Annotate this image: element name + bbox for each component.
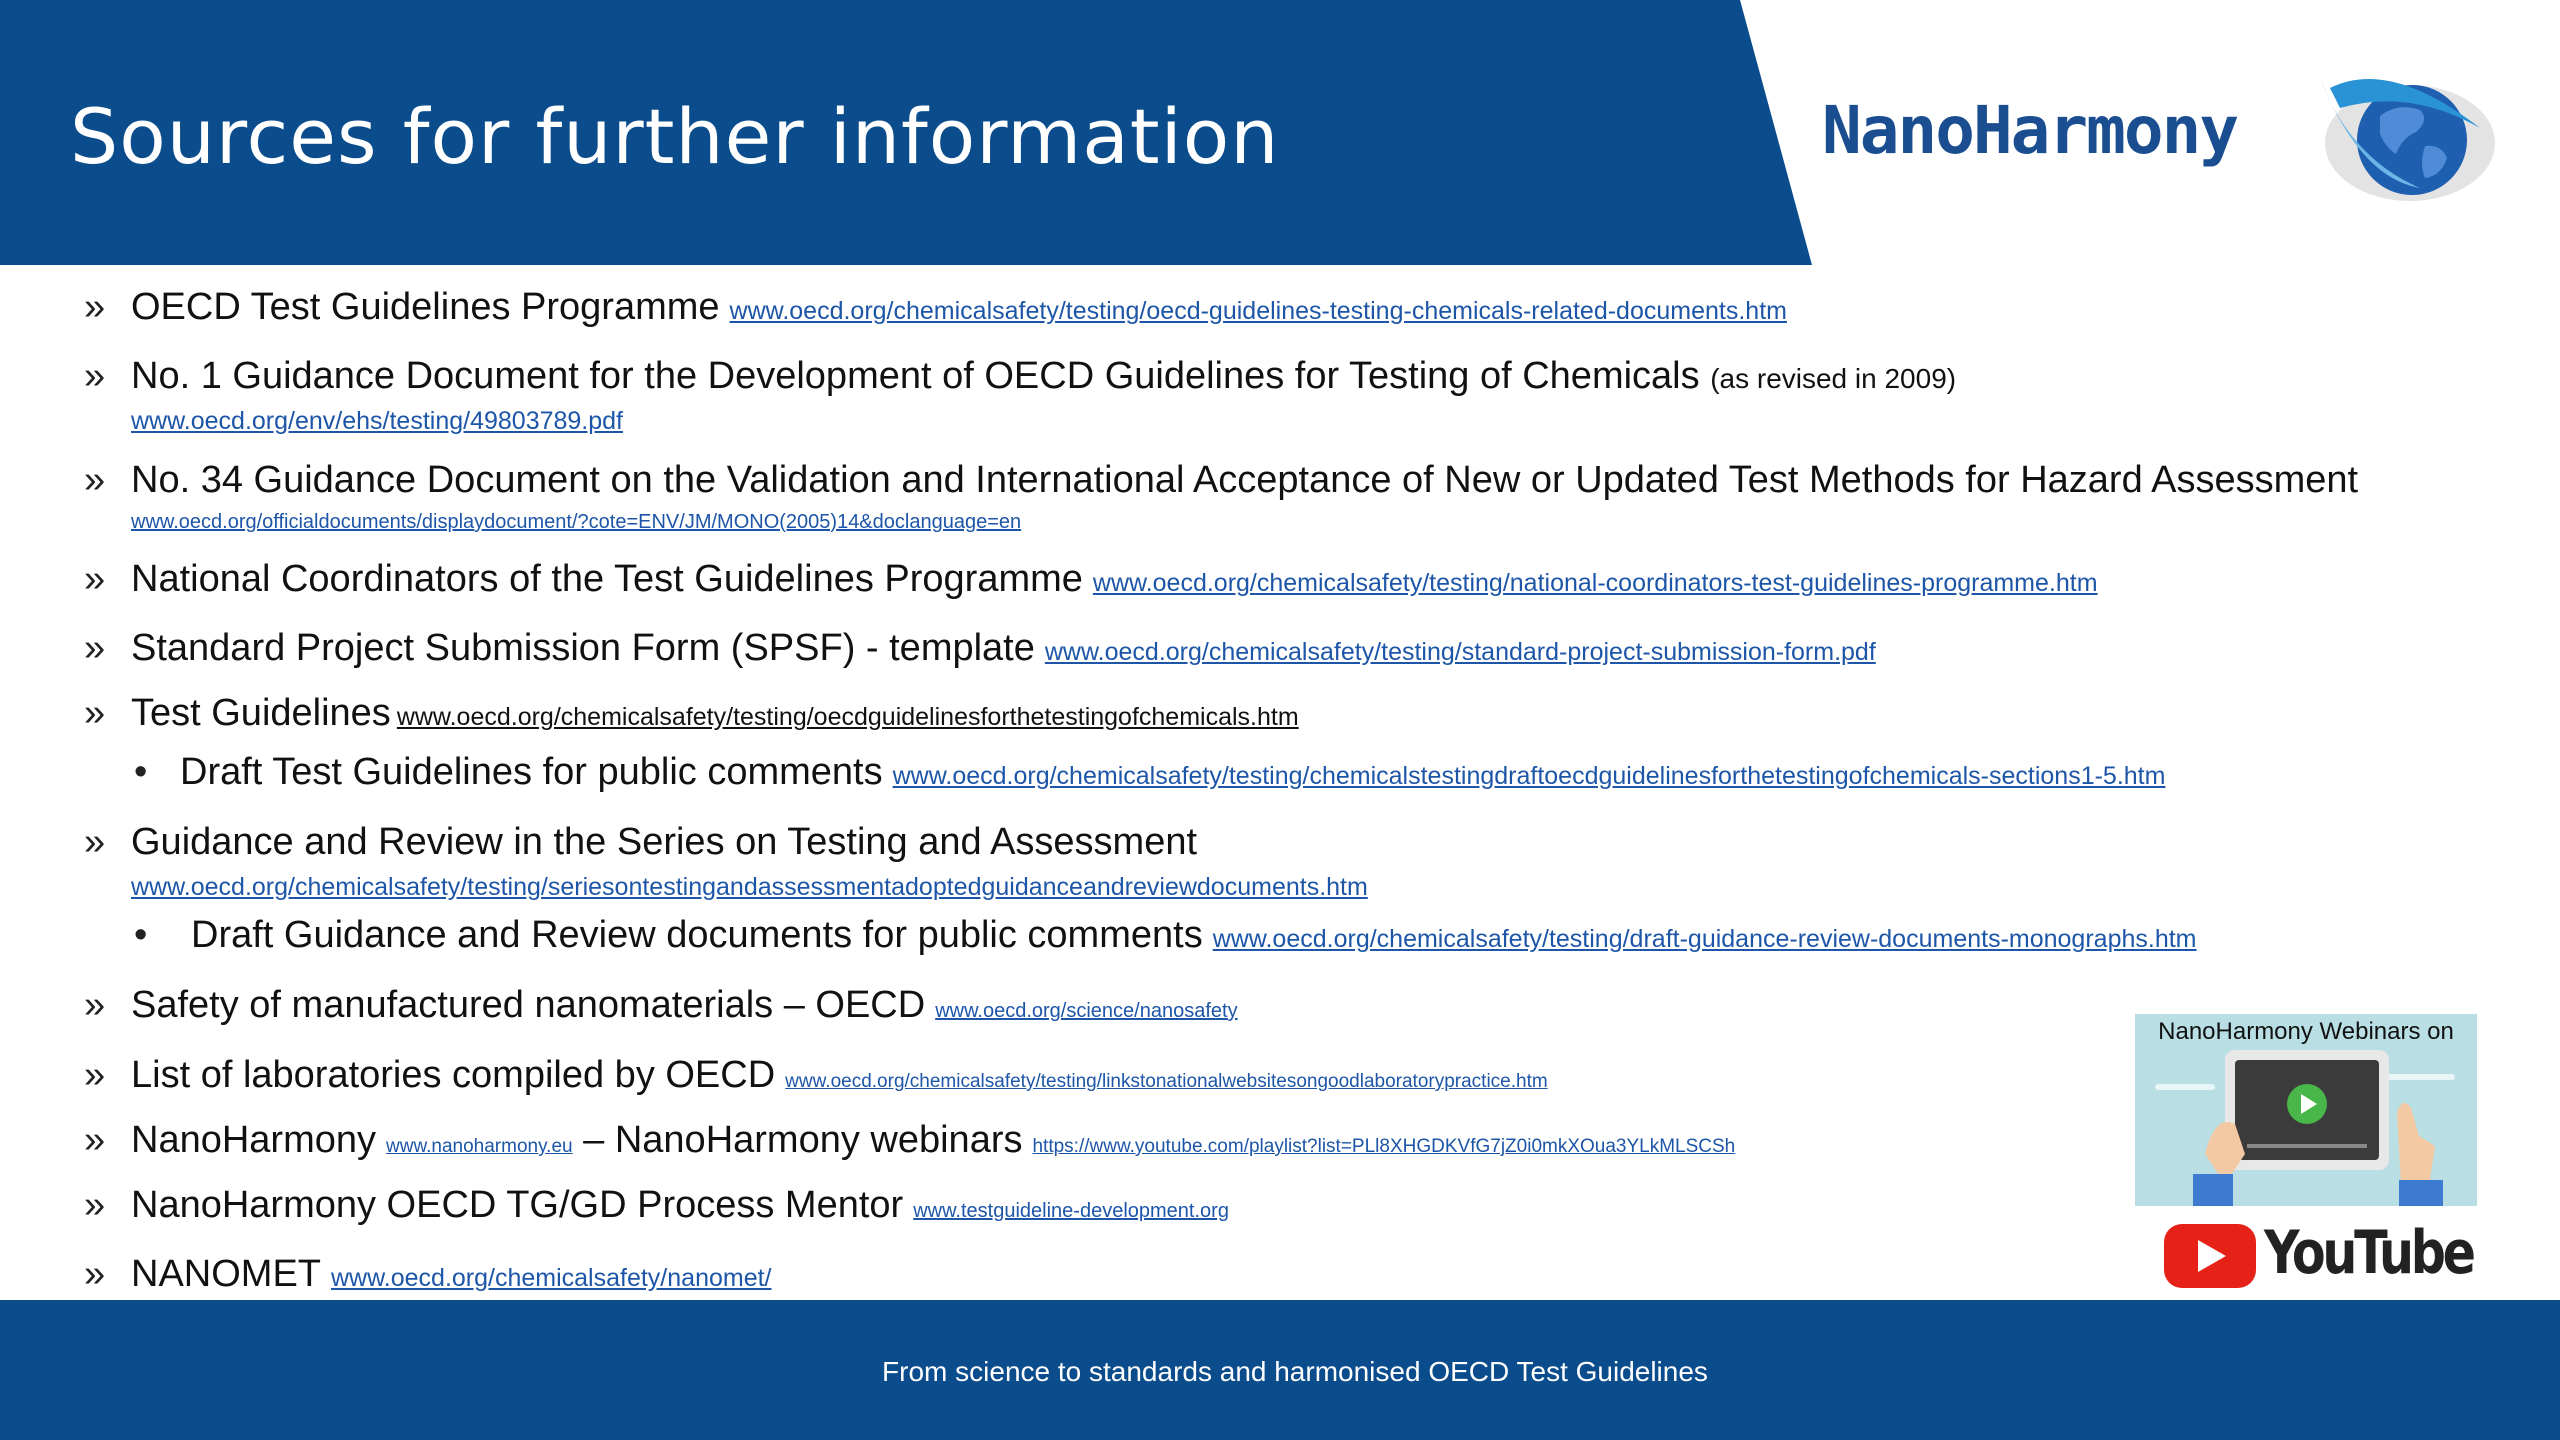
item-link[interactable]: www.oecd.org/chemicalsafety/testing/seriesontestingandassessmentadoptedguidanceandreviewdocuments.htm xyxy=(131,873,1368,901)
bullet-marker: » xyxy=(84,984,106,1026)
item-link[interactable]: www.testguideline-development.org xyxy=(913,1200,1229,1222)
bullet-marker: » xyxy=(84,627,106,669)
bullet-marker: » xyxy=(84,1253,106,1295)
item-label: List of laboratories compiled by OECD xyxy=(131,1054,776,1096)
bullet-marker: » xyxy=(84,459,106,501)
item-link-secondary[interactable]: https://www.youtube.com/playlist?list=PLl8XHGDKVfG7jZ0i0mkXOua3YLkMLSCSh xyxy=(1032,1136,1736,1157)
item-label: Guidance and Review in the Series on Testing and Assessment xyxy=(131,821,1198,863)
item-label: Test Guidelines xyxy=(131,692,391,734)
item-label: NanoHarmony OECD TG/GD Process Mentor xyxy=(131,1184,904,1226)
item-link[interactable]: www.oecd.org/chemicalsafety/testing/chemicalstestingdraftoecdguidelinesforthetestingofchemicals-sections1-5.htm xyxy=(892,762,2166,790)
item-link[interactable]: www.oecd.org/chemicalsafety/testing/linkstonationalwebsitesongoodlaboratorypractice.htm xyxy=(785,1071,1548,1092)
bullet-marker: » xyxy=(84,1054,106,1096)
bullet-marker: » xyxy=(84,821,106,863)
bullet-marker: » xyxy=(84,286,106,328)
bullet-marker: » xyxy=(84,558,106,600)
youtube-wordmark: YouTube xyxy=(2264,1218,2473,1288)
item-label: Draft Guidance and Review documents for public comments xyxy=(191,914,1203,956)
item-label: NanoHarmony xyxy=(131,1119,376,1161)
webinar-label: NanoHarmony Webinars on xyxy=(2158,1018,2454,1045)
item-label: No. 1 Guidance Document for the Development of OECD Guidelines for Testing of Chemicals xyxy=(131,355,1700,397)
item-link[interactable]: www.nanoharmony.eu xyxy=(386,1136,573,1157)
item-label: NANOMET xyxy=(131,1253,321,1295)
bullet-marker: » xyxy=(84,355,106,397)
item-link[interactable]: www.oecd.org/chemicalsafety/nanomet/ xyxy=(331,1264,772,1292)
nanoharmony-logo-text: NanoHarmony xyxy=(1822,92,2238,169)
item-label-secondary: – NanoHarmony webinars xyxy=(583,1119,1023,1161)
item-link[interactable]: www.oecd.org/chemicalsafety/testing/oecdguidelinesforthetestingofchemicals.htm xyxy=(396,703,1299,731)
item-link[interactable]: www.oecd.org/env/ehs/testing/49803789.pdf xyxy=(131,407,624,435)
item-link[interactable]: www.oecd.org/officialdocuments/displaydocument/?cote=ENV/JM/MONO(2005)14&doclanguage=en xyxy=(131,511,1022,533)
item-link[interactable]: www.oecd.org/chemicalsafety/testing/oecd-guidelines-testing-chemicals-related-documents.htm xyxy=(729,297,1787,325)
item-label: OECD Test Guidelines Programme xyxy=(131,286,720,328)
item-link[interactable]: www.oecd.org/chemicalsafety/testing/draft-guidance-review-documents-monographs.htm xyxy=(1212,925,2197,953)
bullet-marker: » xyxy=(84,1119,106,1161)
sub-bullet-marker: • xyxy=(134,914,148,956)
bullet-marker: » xyxy=(84,692,106,734)
item-label: No. 34 Guidance Document on the Validation and International Acceptance of New or Updated Test Methods for Hazard Assessment xyxy=(131,459,2359,501)
item-link[interactable]: www.oecd.org/chemicalsafety/testing/standard-project-submission-form.pdf xyxy=(1044,638,1876,666)
slide-title: Sources for further information xyxy=(70,92,1280,181)
bullet-marker: » xyxy=(84,1184,106,1226)
item-label: Safety of manufactured nanomaterials – OECD xyxy=(131,984,926,1026)
item-link[interactable]: www.oecd.org/chemicalsafety/testing/national-coordinators-test-guidelines-programme.htm xyxy=(1092,569,2098,597)
webinar-thumbnail[interactable] xyxy=(2135,1014,2477,1206)
item-note: (as revised in 2009) xyxy=(1710,363,1957,394)
item-link[interactable]: www.oecd.org/science/nanosafety xyxy=(935,1000,1238,1022)
item-label: Draft Test Guidelines for public comments xyxy=(180,751,883,793)
item-label: National Coordinators of the Test Guidelines Programme xyxy=(131,558,1083,600)
sub-bullet-marker: • xyxy=(134,751,148,793)
tablet-play-icon xyxy=(2135,1014,2477,1206)
item-label: Standard Project Submission Form (SPSF) - template xyxy=(131,627,1035,669)
footer-tagline: From science to standards and harmonised OECD Test Guidelines xyxy=(882,1356,1708,1387)
